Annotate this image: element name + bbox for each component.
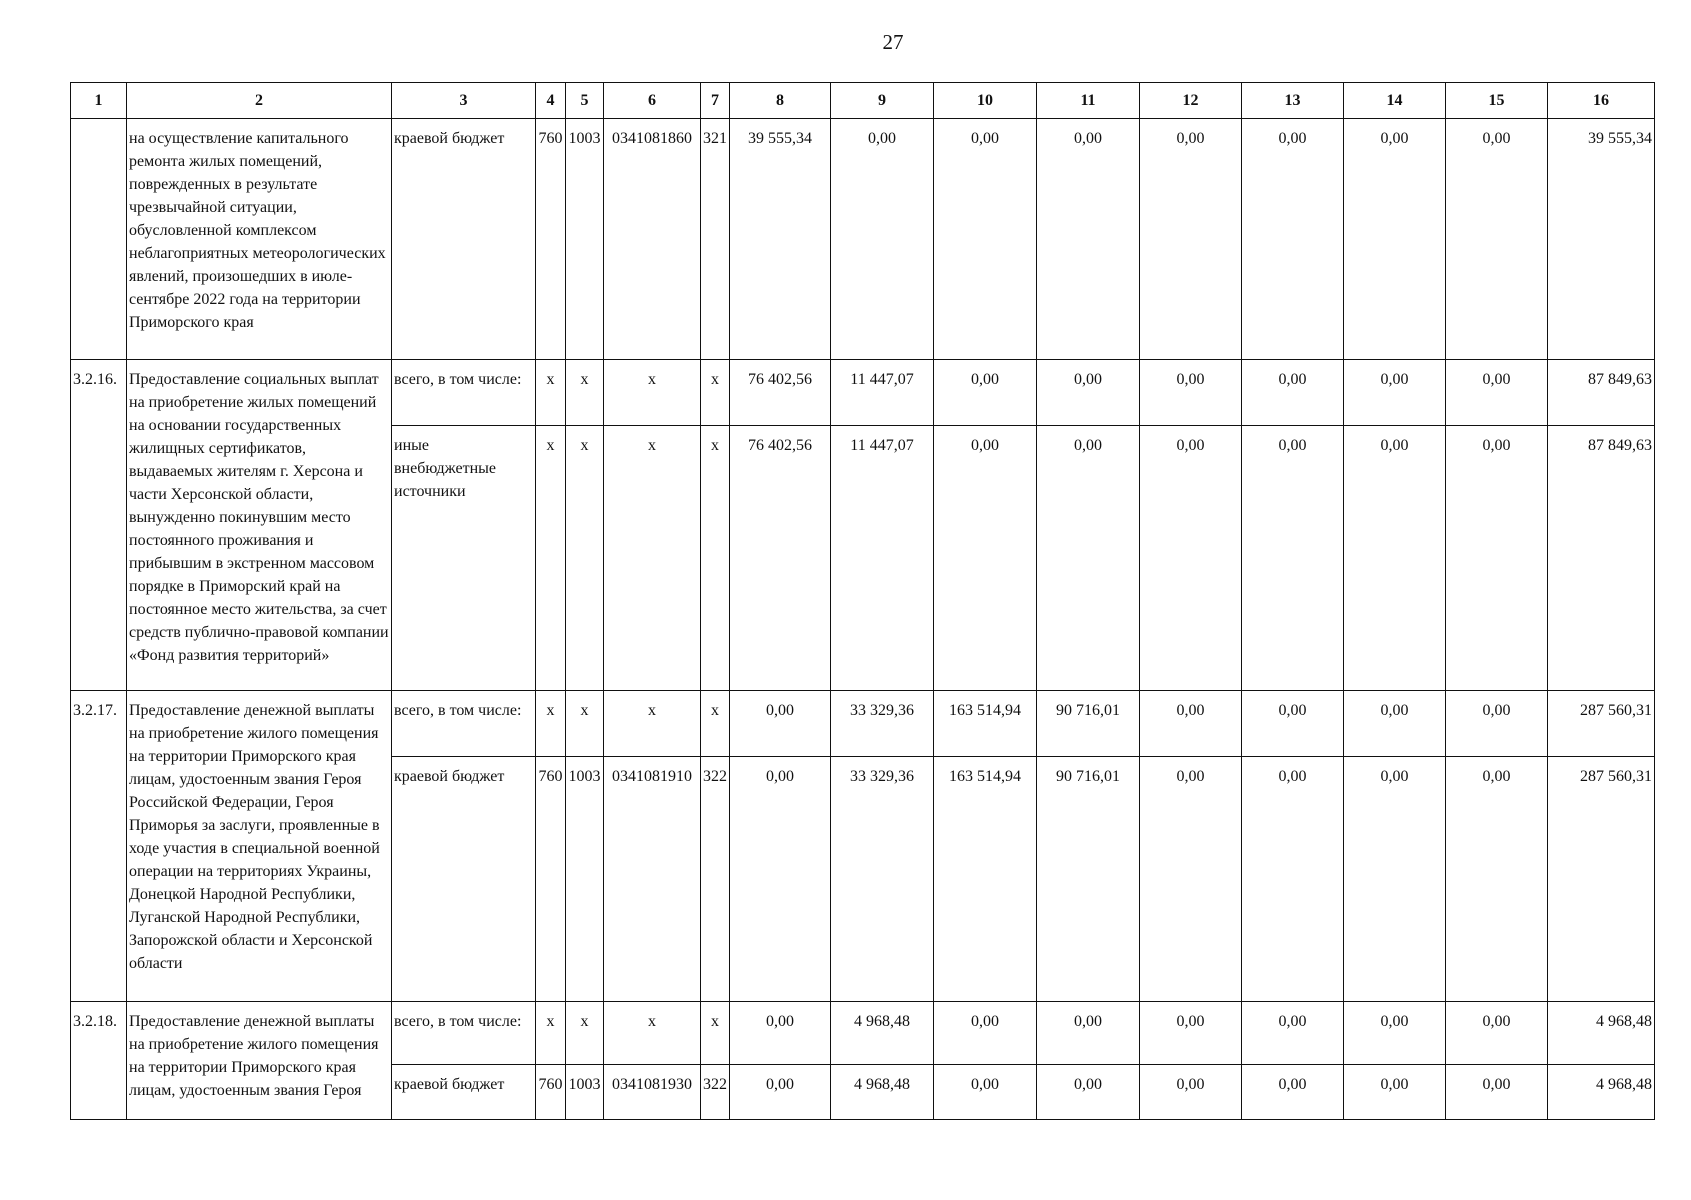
value-cell: 0,00: [1140, 1065, 1242, 1120]
value-cell: 11 447,07: [831, 426, 934, 691]
value-cell: 0,00: [1242, 1065, 1344, 1120]
code-cell: x: [566, 426, 604, 691]
value-cell: 0,00: [1344, 691, 1446, 757]
code-cell: x: [604, 360, 701, 426]
value-cell: 0,00: [1344, 360, 1446, 426]
code-cell: 760: [536, 119, 566, 360]
code-cell: x: [701, 1002, 730, 1065]
value-cell: 0,00: [1140, 757, 1242, 1002]
table-row: [71, 360, 1655, 426]
value-cell: 0,00: [934, 119, 1037, 360]
value-cell: 0,00: [934, 360, 1037, 426]
value-cell: 0,00: [1037, 1065, 1140, 1120]
value-cell: 163 514,94: [934, 691, 1037, 757]
value-cell: 0,00: [730, 757, 831, 1002]
column-header: 9: [831, 83, 934, 119]
code-cell: 1003: [566, 757, 604, 1002]
code-cell: x: [604, 1002, 701, 1065]
value-cell: 0,00: [1446, 426, 1548, 691]
value-cell: 0,00: [730, 691, 831, 757]
total-cell: 39 555,34: [1548, 119, 1655, 360]
value-cell: 0,00: [1037, 360, 1140, 426]
funding-source: иные внебюджетные источники: [392, 426, 536, 691]
value-cell: 90 716,01: [1037, 691, 1140, 757]
value-cell: 0,00: [1344, 1065, 1446, 1120]
column-header: 15: [1446, 83, 1548, 119]
column-header: 8: [730, 83, 831, 119]
item-description: на осуществление капитального ремонта жилых помещений, поврежденных в результате чрезвычайной ситуации, обусловленной комплексом неблагоприятных метеорологических явлений, произошедших в июле-сентябре 2022 года на территории Приморского края: [127, 119, 392, 360]
value-cell: 90 716,01: [1037, 757, 1140, 1002]
value-cell: 0,00: [1242, 360, 1344, 426]
code-cell: 321: [701, 119, 730, 360]
value-cell: 33 329,36: [831, 691, 934, 757]
value-cell: 0,00: [730, 1002, 831, 1065]
value-cell: 0,00: [934, 1002, 1037, 1065]
value-cell: 0,00: [1446, 119, 1548, 360]
value-cell: 4 968,48: [831, 1002, 934, 1065]
funding-source: всего, в том числе:: [392, 1002, 536, 1065]
value-cell: 0,00: [1446, 1002, 1548, 1065]
value-cell: 76 402,56: [730, 426, 831, 691]
value-cell: 0,00: [1242, 691, 1344, 757]
column-header: 10: [934, 83, 1037, 119]
value-cell: 0,00: [1242, 426, 1344, 691]
total-cell: 287 560,31: [1548, 757, 1655, 1002]
value-cell: 0,00: [1242, 119, 1344, 360]
code-cell: x: [566, 360, 604, 426]
column-header: 12: [1140, 83, 1242, 119]
code-cell: x: [701, 426, 730, 691]
column-header: 2: [127, 83, 392, 119]
value-cell: 0,00: [1140, 426, 1242, 691]
value-cell: 0,00: [1344, 426, 1446, 691]
value-cell: 11 447,07: [831, 360, 934, 426]
value-cell: 0,00: [1140, 1002, 1242, 1065]
item-description: Предоставление социальных выплат на приобретение жилых помещений на основании государственных жилищных сертификатов, выдаваемых жителям г. Херсона и части Херсонской области, вынужденно покинувшим место постоянного проживания и прибывшим в экстренном массовом порядке в Приморский край на постоянное место жительства, за счет средств публично-правовой компании «Фонд развития территорий»: [127, 360, 392, 691]
value-cell: 0,00: [730, 1065, 831, 1120]
header-row: [71, 83, 1655, 119]
value-cell: 0,00: [1344, 757, 1446, 1002]
total-cell: 87 849,63: [1548, 360, 1655, 426]
code-cell: x: [604, 426, 701, 691]
value-cell: 0,00: [831, 119, 934, 360]
code-cell: 322: [701, 757, 730, 1002]
column-header: 5: [566, 83, 604, 119]
code-cell: 1003: [566, 1065, 604, 1120]
value-cell: 0,00: [1140, 691, 1242, 757]
value-cell: 0,00: [1446, 1065, 1548, 1120]
value-cell: 0,00: [1344, 119, 1446, 360]
value-cell: 0,00: [1037, 119, 1140, 360]
value-cell: 0,00: [934, 426, 1037, 691]
value-cell: 0,00: [1446, 757, 1548, 1002]
total-cell: 87 849,63: [1548, 426, 1655, 691]
code-cell: 0341081930: [604, 1065, 701, 1120]
page-number: 27: [882, 30, 904, 54]
value-cell: 0,00: [1037, 1002, 1140, 1065]
column-header: 3: [392, 83, 536, 119]
code-cell: 0341081860: [604, 119, 701, 360]
value-cell: 0,00: [1344, 1002, 1446, 1065]
column-header: 16: [1548, 83, 1655, 119]
code-cell: 322: [701, 1065, 730, 1120]
code-cell: x: [566, 691, 604, 757]
funding-source: всего, в том числе:: [392, 360, 536, 426]
column-header: 4: [536, 83, 566, 119]
value-cell: 39 555,34: [730, 119, 831, 360]
code-cell: x: [701, 691, 730, 757]
column-header: 6: [604, 83, 701, 119]
budget-table: [70, 82, 1655, 1120]
code-cell: 760: [536, 757, 566, 1002]
item-number: [71, 119, 127, 360]
code-cell: x: [604, 691, 701, 757]
item-description: Предоставление денежной выплаты на приобретение жилого помещения на территории Приморского края лицам, удостоенным звания Героя Российской Федерации, Героя Приморья за заслуги, проявленные в ходе участия в специальной военной операции на территориях Украины, Донецкой Народной Республики, Луганской Народной Республики, Запорожской области и Херсонской области: [127, 691, 392, 1002]
code-cell: x: [536, 360, 566, 426]
code-cell: x: [536, 1002, 566, 1065]
value-cell: 0,00: [1242, 757, 1344, 1002]
code-cell: x: [536, 691, 566, 757]
code-cell: 0341081910: [604, 757, 701, 1002]
value-cell: 0,00: [1140, 119, 1242, 360]
value-cell: 163 514,94: [934, 757, 1037, 1002]
column-header: 7: [701, 83, 730, 119]
column-header: 14: [1344, 83, 1446, 119]
column-header: 13: [1242, 83, 1344, 119]
item-number: 3.2.17.: [71, 691, 127, 1002]
column-header: 1: [71, 83, 127, 119]
item-description: Предоставление денежной выплаты на приобретение жилого помещения на территории Приморского края лицам, удостоенным звания Героя: [127, 1002, 392, 1120]
value-cell: 0,00: [934, 1065, 1037, 1120]
total-cell: 4 968,48: [1548, 1065, 1655, 1120]
funding-source: краевой бюджет: [392, 1065, 536, 1120]
table-row: [71, 691, 1655, 757]
item-number: 3.2.18.: [71, 1002, 127, 1120]
code-cell: 1003: [566, 119, 604, 360]
table-row: [71, 1002, 1655, 1065]
value-cell: 0,00: [1242, 1002, 1344, 1065]
value-cell: 76 402,56: [730, 360, 831, 426]
value-cell: 0,00: [1037, 426, 1140, 691]
total-cell: 4 968,48: [1548, 1002, 1655, 1065]
code-cell: 760: [536, 1065, 566, 1120]
funding-source: краевой бюджет: [392, 757, 536, 1002]
value-cell: 33 329,36: [831, 757, 934, 1002]
code-cell: x: [536, 426, 566, 691]
code-cell: x: [701, 360, 730, 426]
value-cell: 0,00: [1446, 691, 1548, 757]
value-cell: 0,00: [1446, 360, 1548, 426]
item-number: 3.2.16.: [71, 360, 127, 691]
table-row: [71, 119, 1655, 360]
value-cell: 0,00: [1140, 360, 1242, 426]
code-cell: x: [566, 1002, 604, 1065]
funding-source: всего, в том числе:: [392, 691, 536, 757]
funding-source: краевой бюджет: [392, 119, 536, 360]
total-cell: 287 560,31: [1548, 691, 1655, 757]
column-header: 11: [1037, 83, 1140, 119]
value-cell: 4 968,48: [831, 1065, 934, 1120]
